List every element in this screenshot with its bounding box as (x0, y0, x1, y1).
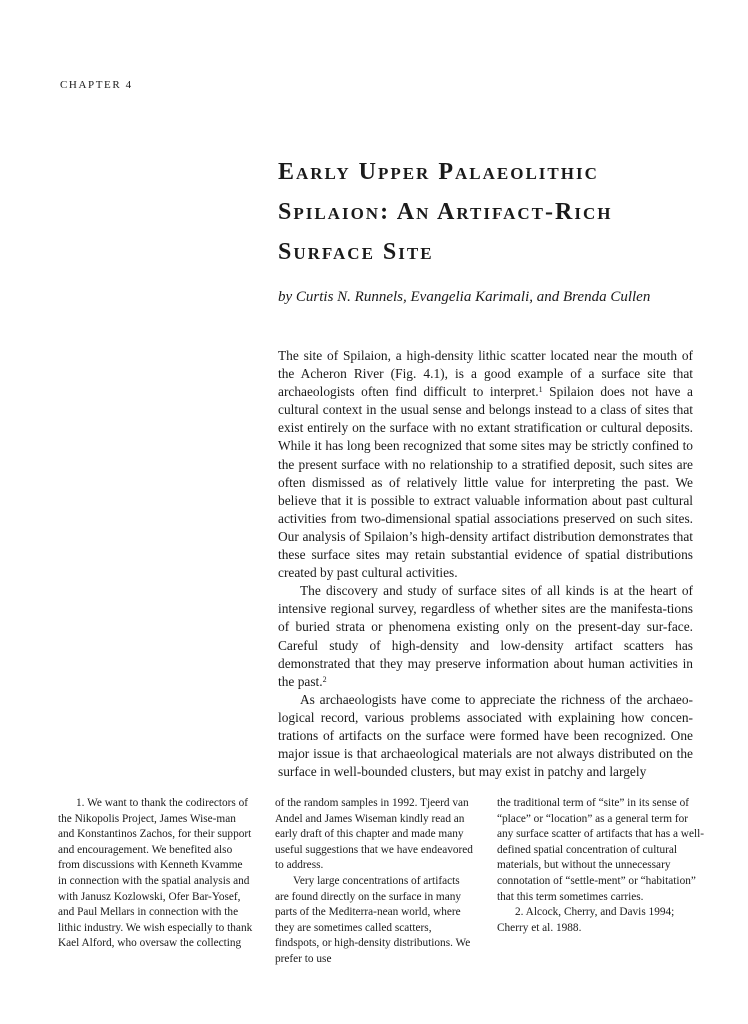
footnote-ref: 2 (322, 674, 327, 684)
footnotes-column-3 (497, 796, 707, 936)
paragraph-text: As archaeologists have come to appreciate the richness of the archaeo-logical record, various problems associated with explaining how concen-trations of artifacts on the surface were formed have been recognized. One major issue is that archaeological materials are not always distributed on the surface in well-bounded clusters, but may exist in patchy and largely (278, 691, 693, 780)
title-line: Surface Site (278, 239, 434, 265)
body-paragraph (278, 691, 693, 781)
paragraph-text: Spilaion does not have a cultural context in the usual sense and belongs instead to a class of sites that exist entirely on the surface with no extant stratification or cultural deposits. While it has long been recognized that some sites may be strictly confined to the present surface with no relationship to a stratified deposit, such sites are often dismissed as of relatively little value for interpreting the past. We believe that it is possible to extract valuable information about past cultural activities from two-dimensional spatial associations preserved on such sites. Our analysis of Spilaion’s high-density artifact distribution demonstrates that these surface sites may retain substantial evidence of spatial distributions created by past cultural activities. (278, 384, 693, 581)
author-byline: by Curtis N. Runnels, Evangelia Karimali, and Brenda Cullen (278, 289, 651, 305)
body-text (278, 347, 693, 781)
footnote-continuation: of the random samples in 1992. Tjeerd van Andel and James Wiseman kindly read an early draft of this chapter and made many useful suggestions that we have endeavored to address. (275, 797, 473, 872)
footnote: 1. We want to thank the codirectors of the Nikopolis Project, James Wise-man and Konstantinos Zachos, for their support and encouragement. We benefited also from discussions with Kenneth Kvamme in connection with the spatial analysis and with Janusz Kozlowski, Ofer Bar-Yosef, and Paul Mellars in connection with the lithic industry. We wish especially to thank Kael Alford, who oversaw the collecting (58, 797, 253, 950)
footnote-paragraph: Very large concentrations of artifacts are found directly on the surface in many parts of the Mediterra-nean world, where they are sometimes called scatters, findspots, or high-density distributions. We prefer to use (275, 874, 471, 965)
footnote-ref: 1 (538, 385, 543, 395)
footnote-continuation: the traditional term of “site” in its sense of “place” or “location” as a general term for any surface scatter of artifacts that has a well-defined spatial concentration of cultural materials, but without the unnecessary connotation of “settle-ment” or “habitation” that this term sometimes carries. (497, 797, 705, 903)
chapter-title (278, 152, 718, 272)
footnotes-column-2 (275, 796, 475, 968)
body-paragraph (278, 347, 693, 582)
paragraph-text: The discovery and study of surface sites of all kinds is at the heart of intensive regional survey, regardless of whether sites are the manifesta-tions of buried strata or phenomena existing only on the present-day sur-face. Careful study of high-density and low-density artifact scatters has demonstrated that they may preserve information about human activities in the past. (278, 583, 693, 689)
body-paragraph (278, 582, 693, 691)
chapter-label: CHAPTER 4 (60, 79, 133, 91)
title-line: Spilaion: An Artifact-Rich (278, 199, 613, 225)
footnote: 2. Alcock, Cherry, and Davis 1994; Cherry et al. 1988. (497, 906, 675, 934)
footnotes-column-1 (58, 796, 254, 952)
title-line: Early Upper Palaeolithic (278, 159, 599, 185)
paragraph-text: The site of Spilaion, a high-density lithic scatter located near the mouth of the Acheron River (Fig. 4.1), is a good example of a surface site that archaeologists often find difficult to interpret. (278, 348, 693, 400)
